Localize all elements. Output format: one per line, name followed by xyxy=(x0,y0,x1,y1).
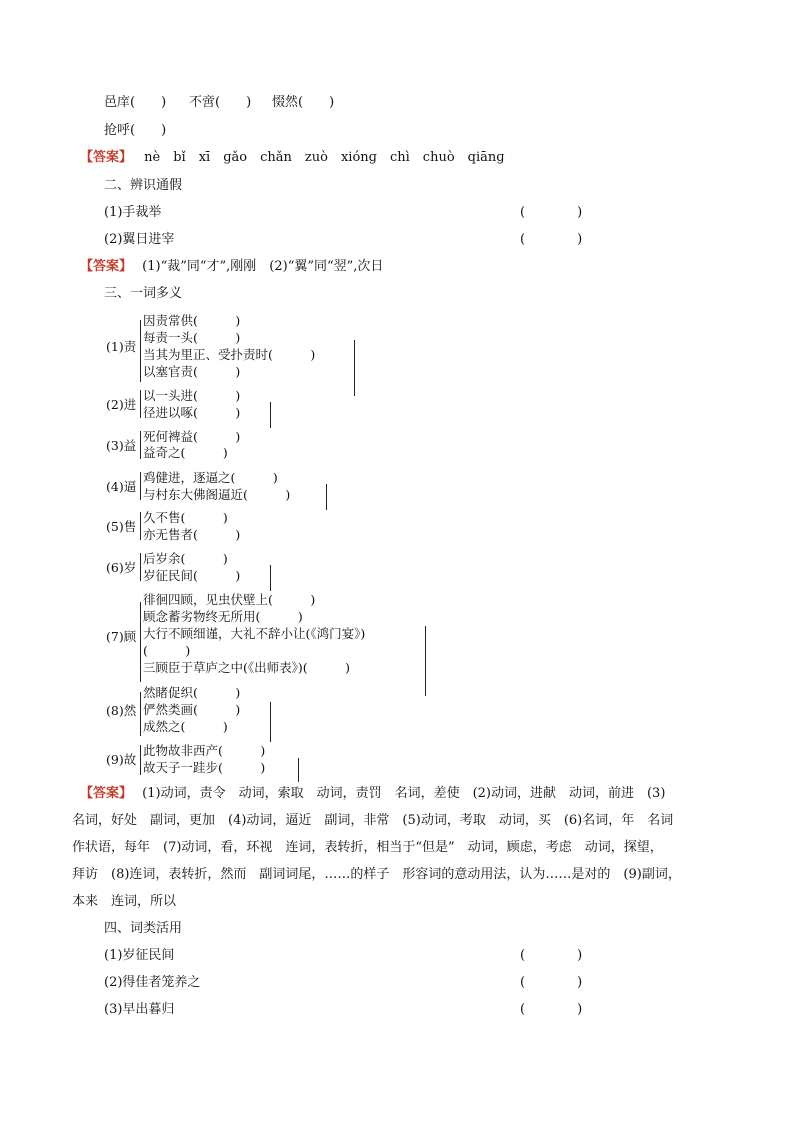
gu-line5: 三顾臣于草庐之中(《出师表》)( ) xyxy=(143,660,351,675)
brace-gu2 xyxy=(140,745,141,775)
ze-line4: 以塞官责( ) xyxy=(143,364,241,379)
group-label-ran: (8)然 xyxy=(106,703,137,718)
bar-gu2 xyxy=(298,758,299,782)
s3-title: 三、一词多义 xyxy=(104,286,183,301)
gu-line4: ( ) xyxy=(143,643,191,658)
brace-jin xyxy=(140,390,141,418)
ran-line2: 俨然类画( ) xyxy=(143,702,241,717)
s3-answer-line2: 名词，好处 副词，更加 (4)动词，逼近 副词，非常 (5)动词，考取 动词，买 (6)名词，年 名词 xyxy=(72,813,674,828)
shou-line2: 亦无售者( ) xyxy=(143,527,241,542)
gu-line1: 徘徊四顾，见虫伏壁上( ) xyxy=(143,592,316,607)
pinyin-item: chǎn xyxy=(260,150,292,165)
s2-title: 二、辨识通假 xyxy=(104,178,183,193)
group-label-yi: (3)益 xyxy=(106,438,137,453)
ran-line1: 然睹促织( ) xyxy=(143,685,241,700)
group-label-bi: (4)逼 xyxy=(106,479,137,494)
s1-row1-item3: 惙然( ) xyxy=(272,95,335,110)
bar-jin xyxy=(270,402,271,428)
pinyin-item: zuò xyxy=(304,150,328,165)
gu2-line2: 故天子一跬步( ) xyxy=(143,760,266,775)
pinyin-list xyxy=(136,150,504,165)
brace-ze xyxy=(140,320,141,382)
s1-row2: 抢呼( ) xyxy=(104,123,167,138)
bar-ze xyxy=(354,340,355,396)
s1-answer xyxy=(80,150,505,166)
s1-row1-item1: 邑庠( ) xyxy=(104,95,167,110)
gu-line3: 大行不顾细谨，大礼不辞小让(《鸿门宴》) xyxy=(143,626,366,641)
group-label-jin: (2)进 xyxy=(106,397,137,412)
gu-line2: 顾念蓄劣物终无所用( ) xyxy=(143,609,303,624)
s4-item2-text: (2)得佳者笼养之 xyxy=(104,975,201,990)
s3-answer-line3: 作状语，每年 (7)动词，看，环视 连词，表转折，相当于“但是” 动词，顾虑，考虑 动词，探望， xyxy=(72,840,663,855)
s2-answer-text: (1)“裁”同“才”,刚刚 (2)“翼”同“翌”,次日 xyxy=(142,259,384,274)
brace-sui xyxy=(140,553,141,581)
yi-line2: 益奇之( ) xyxy=(143,445,228,460)
bi-line1: 鸡健进，逐逼之( ) xyxy=(143,470,278,485)
s1-row1-item2: 不啻( ) xyxy=(189,95,252,110)
bar-ran xyxy=(270,702,271,742)
jin-line2: 径进以啄( ) xyxy=(143,405,241,420)
s3-answer-line1 xyxy=(80,786,665,802)
brace-yi xyxy=(140,431,141,459)
s4-item1-blank: ( ) xyxy=(520,948,583,963)
s2-answer xyxy=(80,259,383,275)
s4-item2-blank: ( ) xyxy=(520,975,583,990)
brace-shou xyxy=(140,512,141,540)
s3-answer-line4: 拜访 (8)连词，表转折，然而 副词词尾，……的样子 形容词的意动用法，认为……是对的 (9)副词， xyxy=(72,867,681,882)
group-label-sui: (6)岁 xyxy=(106,560,137,575)
ran-line3: 成然之( ) xyxy=(143,719,228,734)
pinyin-item: chuò xyxy=(422,150,455,165)
bar-gu xyxy=(425,626,426,696)
yi-line1: 死何裨益( ) xyxy=(143,429,241,444)
s2-item1-text: (1)手裁举 xyxy=(104,205,162,220)
pinyin-item: xiónɡ xyxy=(340,150,377,165)
shou-line1: 久不售( ) xyxy=(143,510,228,525)
answer-label: 【答案】 xyxy=(80,150,133,165)
pinyin-item: xī xyxy=(198,150,211,165)
s4-item1-text: (1)岁征民间 xyxy=(104,948,175,963)
pinyin-item: qiānɡ xyxy=(467,150,505,165)
brace-gu xyxy=(140,602,141,682)
sui-line1: 后岁余( ) xyxy=(143,551,228,566)
ze-line1: 因责常供( ) xyxy=(143,313,241,328)
s3-answer-text-1: (1)动词，责令 动词，索取 动词，责罚 名词，差使 (2)动词，进献 动词，前进 (3) xyxy=(142,786,666,801)
bar-sui xyxy=(270,565,271,591)
jin-line1: 以一头进( ) xyxy=(143,388,241,403)
answer-label: 【答案】 xyxy=(80,786,133,801)
s3-answer-line5: 本来 连词，所以 xyxy=(72,894,177,909)
group-label-gu: (7)顾 xyxy=(106,629,137,644)
ze-line2: 每责一头( ) xyxy=(143,330,241,345)
pinyin-item: chì xyxy=(389,150,410,165)
bar-bi xyxy=(326,484,327,510)
group-label-ze: (1)责 xyxy=(106,339,137,354)
s2-item1-blank: ( ) xyxy=(520,205,583,220)
gu2-line1: 此物故非西产( ) xyxy=(143,743,266,758)
brace-bi xyxy=(140,472,141,500)
s4-item3-text: (3)早出暮归 xyxy=(104,1002,175,1017)
group-label-gu2: (9)故 xyxy=(106,752,137,767)
s4-title: 四、词类活用 xyxy=(104,921,183,936)
s2-item2-blank: ( ) xyxy=(520,232,583,247)
brace-ran xyxy=(140,692,141,736)
s4-item3-blank: ( ) xyxy=(520,1002,583,1017)
bi-line2: 与村东大佛阁逼近( ) xyxy=(143,487,291,502)
pinyin-item: nè xyxy=(144,150,161,165)
pinyin-item: bǐ xyxy=(173,150,186,165)
sui-line2: 岁征民间( ) xyxy=(143,568,241,583)
group-label-shou: (5)售 xyxy=(106,519,137,534)
pinyin-item: ɡǎo xyxy=(223,150,248,165)
s2-item2-text: (2)翼日进宰 xyxy=(104,232,175,247)
answer-label: 【答案】 xyxy=(80,259,133,274)
ze-line3: 当其为里正、受扑责时( ) xyxy=(143,347,316,362)
